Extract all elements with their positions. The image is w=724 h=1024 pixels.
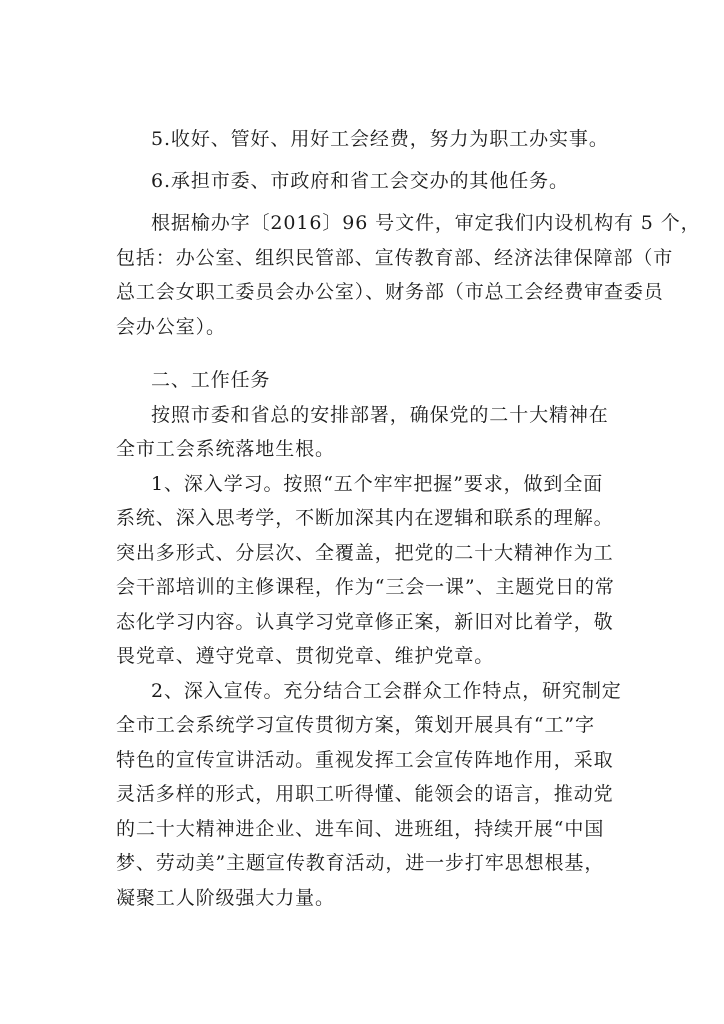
text-line-publicity: 凝聚工人阶级强大力量。 [116, 887, 335, 909]
text-line-study: 系统、深入思考学，不断加深其内在逻辑和联系的理解。 [116, 507, 614, 529]
text-line-item-6: 6.承担市委、市政府和省工会交办的其他任务。 [151, 170, 569, 192]
text-line-institutions: 包括：办公室、组织民管部、宣传教育部、经济法律保障部（市 [116, 247, 674, 269]
text-line-publicity: 梦、劳动美”主题宣传教育活动，进一步打牢思想根基， [116, 852, 605, 874]
text-line-institutions: 会办公室）。 [116, 316, 226, 338]
text-line-study: 态化学习内容。认真学习党章修正案，新旧对比着学，敬 [116, 611, 614, 633]
text-line-item-5: 5.收好、管好、用好工会经费，努力为职工办实事。 [151, 128, 609, 150]
text-line-study: 1、深入学习。按照“五个牢牢把握”要求，做到全面 [151, 473, 604, 495]
text-line-study: 畏党章、遵守党章、贯彻党章、维护党章。 [116, 645, 495, 667]
text-line-publicity: 特色的宣传宣讲活动。重视发挥工会宣传阵地作用，采取 [116, 749, 614, 771]
text-line-institutions: 根据榆办字〔2016〕96 号文件，审定我们内设机构有 5 个， [151, 212, 701, 234]
text-line-publicity: 2、深入宣传。充分结合工会群众工作特点，研究制定 [151, 680, 622, 702]
text-line-intro: 全市工会系统落地生根。 [116, 438, 335, 460]
text-line-publicity: 灵活多样的形式，用职工听得懂、能领会的语言，推动党 [116, 783, 614, 805]
text-line-study: 突出多形式、分层次、全覆盖，把党的二十大精神作为工 [116, 542, 614, 564]
text-line-publicity: 全市工会系统学习宣传贯彻方案，策划开展具有“工”字 [116, 714, 595, 736]
text-line-institutions: 总工会女职工委员会办公室）、财务部（市总工会经费审查委员 [116, 281, 664, 303]
text-line-intro: 按照市委和省总的安排部署，确保党的二十大精神在 [151, 404, 609, 426]
section-heading: 二、工作任务 [151, 369, 271, 391]
text-line-study: 会干部培训的主修课程，作为“三会一课”、主题党日的常 [116, 576, 615, 598]
text-line-publicity: 的二十大精神进企业、进车间、进班组，持续开展“中国 [116, 818, 605, 840]
